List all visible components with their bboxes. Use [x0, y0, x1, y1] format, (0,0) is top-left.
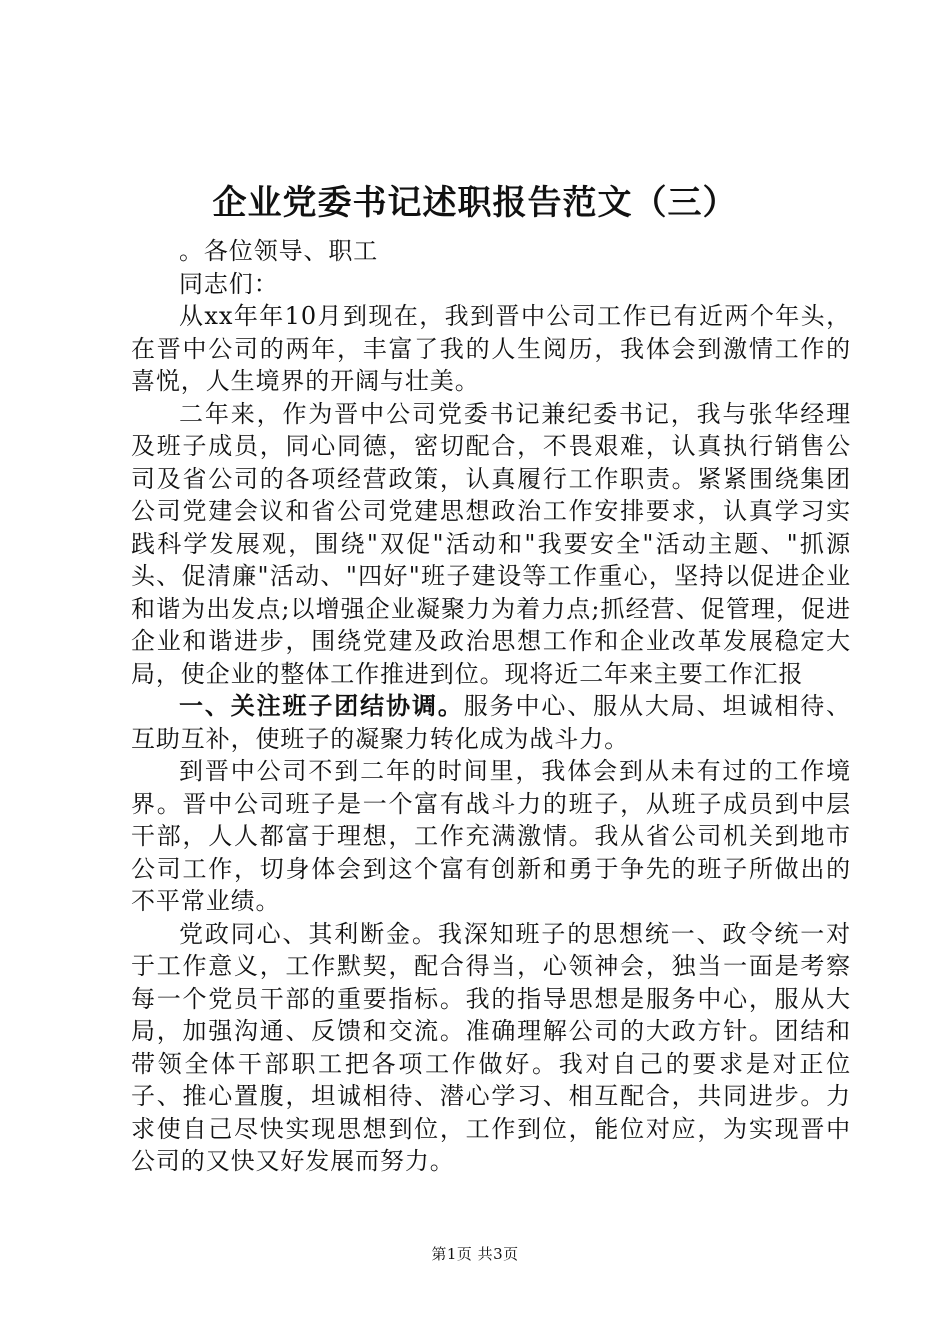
paragraph-intro: 从xx年年10月到现在，我到晋中公司工作已有近两个年头，在晋中公司的两年，丰富了我的人生阅历，我体会到激情工作的喜悦，人生境界的开阔与壮美。	[131, 302, 851, 395]
document-title: 企业党委书记述职报告范文（三）	[212, 183, 738, 223]
paragraph-unity: 党政同心、其利断金。我深知班子的思想统一、政令统一对于工作意义，工作默契，配合得当，心领神会，独当一面是考察每一个党员干部的重要指标。我的指导思想是服务中心，服从大局，加强沟通、反馈和交流。准确理解公司的大政方针。团结和带领全体干部职工把各项工作做好。我对自己的要求是对正位子、推心置腹，坦诚相待、潜心学习、相互配合，共同进步。力求使自己尽快实现思想到位，工作到位，能位对应，为实现晋中公司的又快又好发展而努力。	[131, 919, 851, 1175]
document-body	[131, 235, 851, 1178]
section-1-paragraph	[131, 690, 851, 755]
salutation-line: 。各位领导、职工	[179, 237, 379, 265]
salutation-comrades: 同志们：	[179, 269, 279, 298]
section-1-text: 服务中心、服从大局、坦诚相待、互助互补，使班子的凝聚力转化成为战斗力。	[131, 692, 852, 753]
section-1-heading: 一、关注班子团结协调。	[179, 691, 464, 720]
page-footer: 第1页 共3页	[431, 1245, 519, 1263]
paragraph-overview: 二年来，作为晋中公司党委书记兼纪委书记，我与张华经理及班子成员，同心同德，密切配合，不畏艰难，认真执行销售公司及省公司的各项经营政策，认真履行工作职责。紧紧围绕集团公司党建会议和省公司党建思想政治工作安排要求，认真学习实践科学发展观，围绕"双促"活动和"我要安全"活动主题、"抓源头、促清廉"活动、"四好"班子建设等工作重心，坚持以促进企业和谐为出发点;以增强企业凝聚力为着力点;抓经营、促管理，促进企业和谐进步，围绕党建及政治思想工作和企业改革发展稳定大局，使企业的整体工作推进到位。现将近二年来主要工作汇报	[131, 399, 851, 688]
paragraph-experience: 到晋中公司不到二年的时间里，我体会到从未有过的工作境界。晋中公司班子是一个富有战斗力的班子，从班子成员到中层干部，人人都富于理想，工作充满激情。我从省公司机关到地市公司工作，切身体会到这个富有创新和勇于争先的班子所做出的不平常业绩。	[131, 757, 851, 915]
